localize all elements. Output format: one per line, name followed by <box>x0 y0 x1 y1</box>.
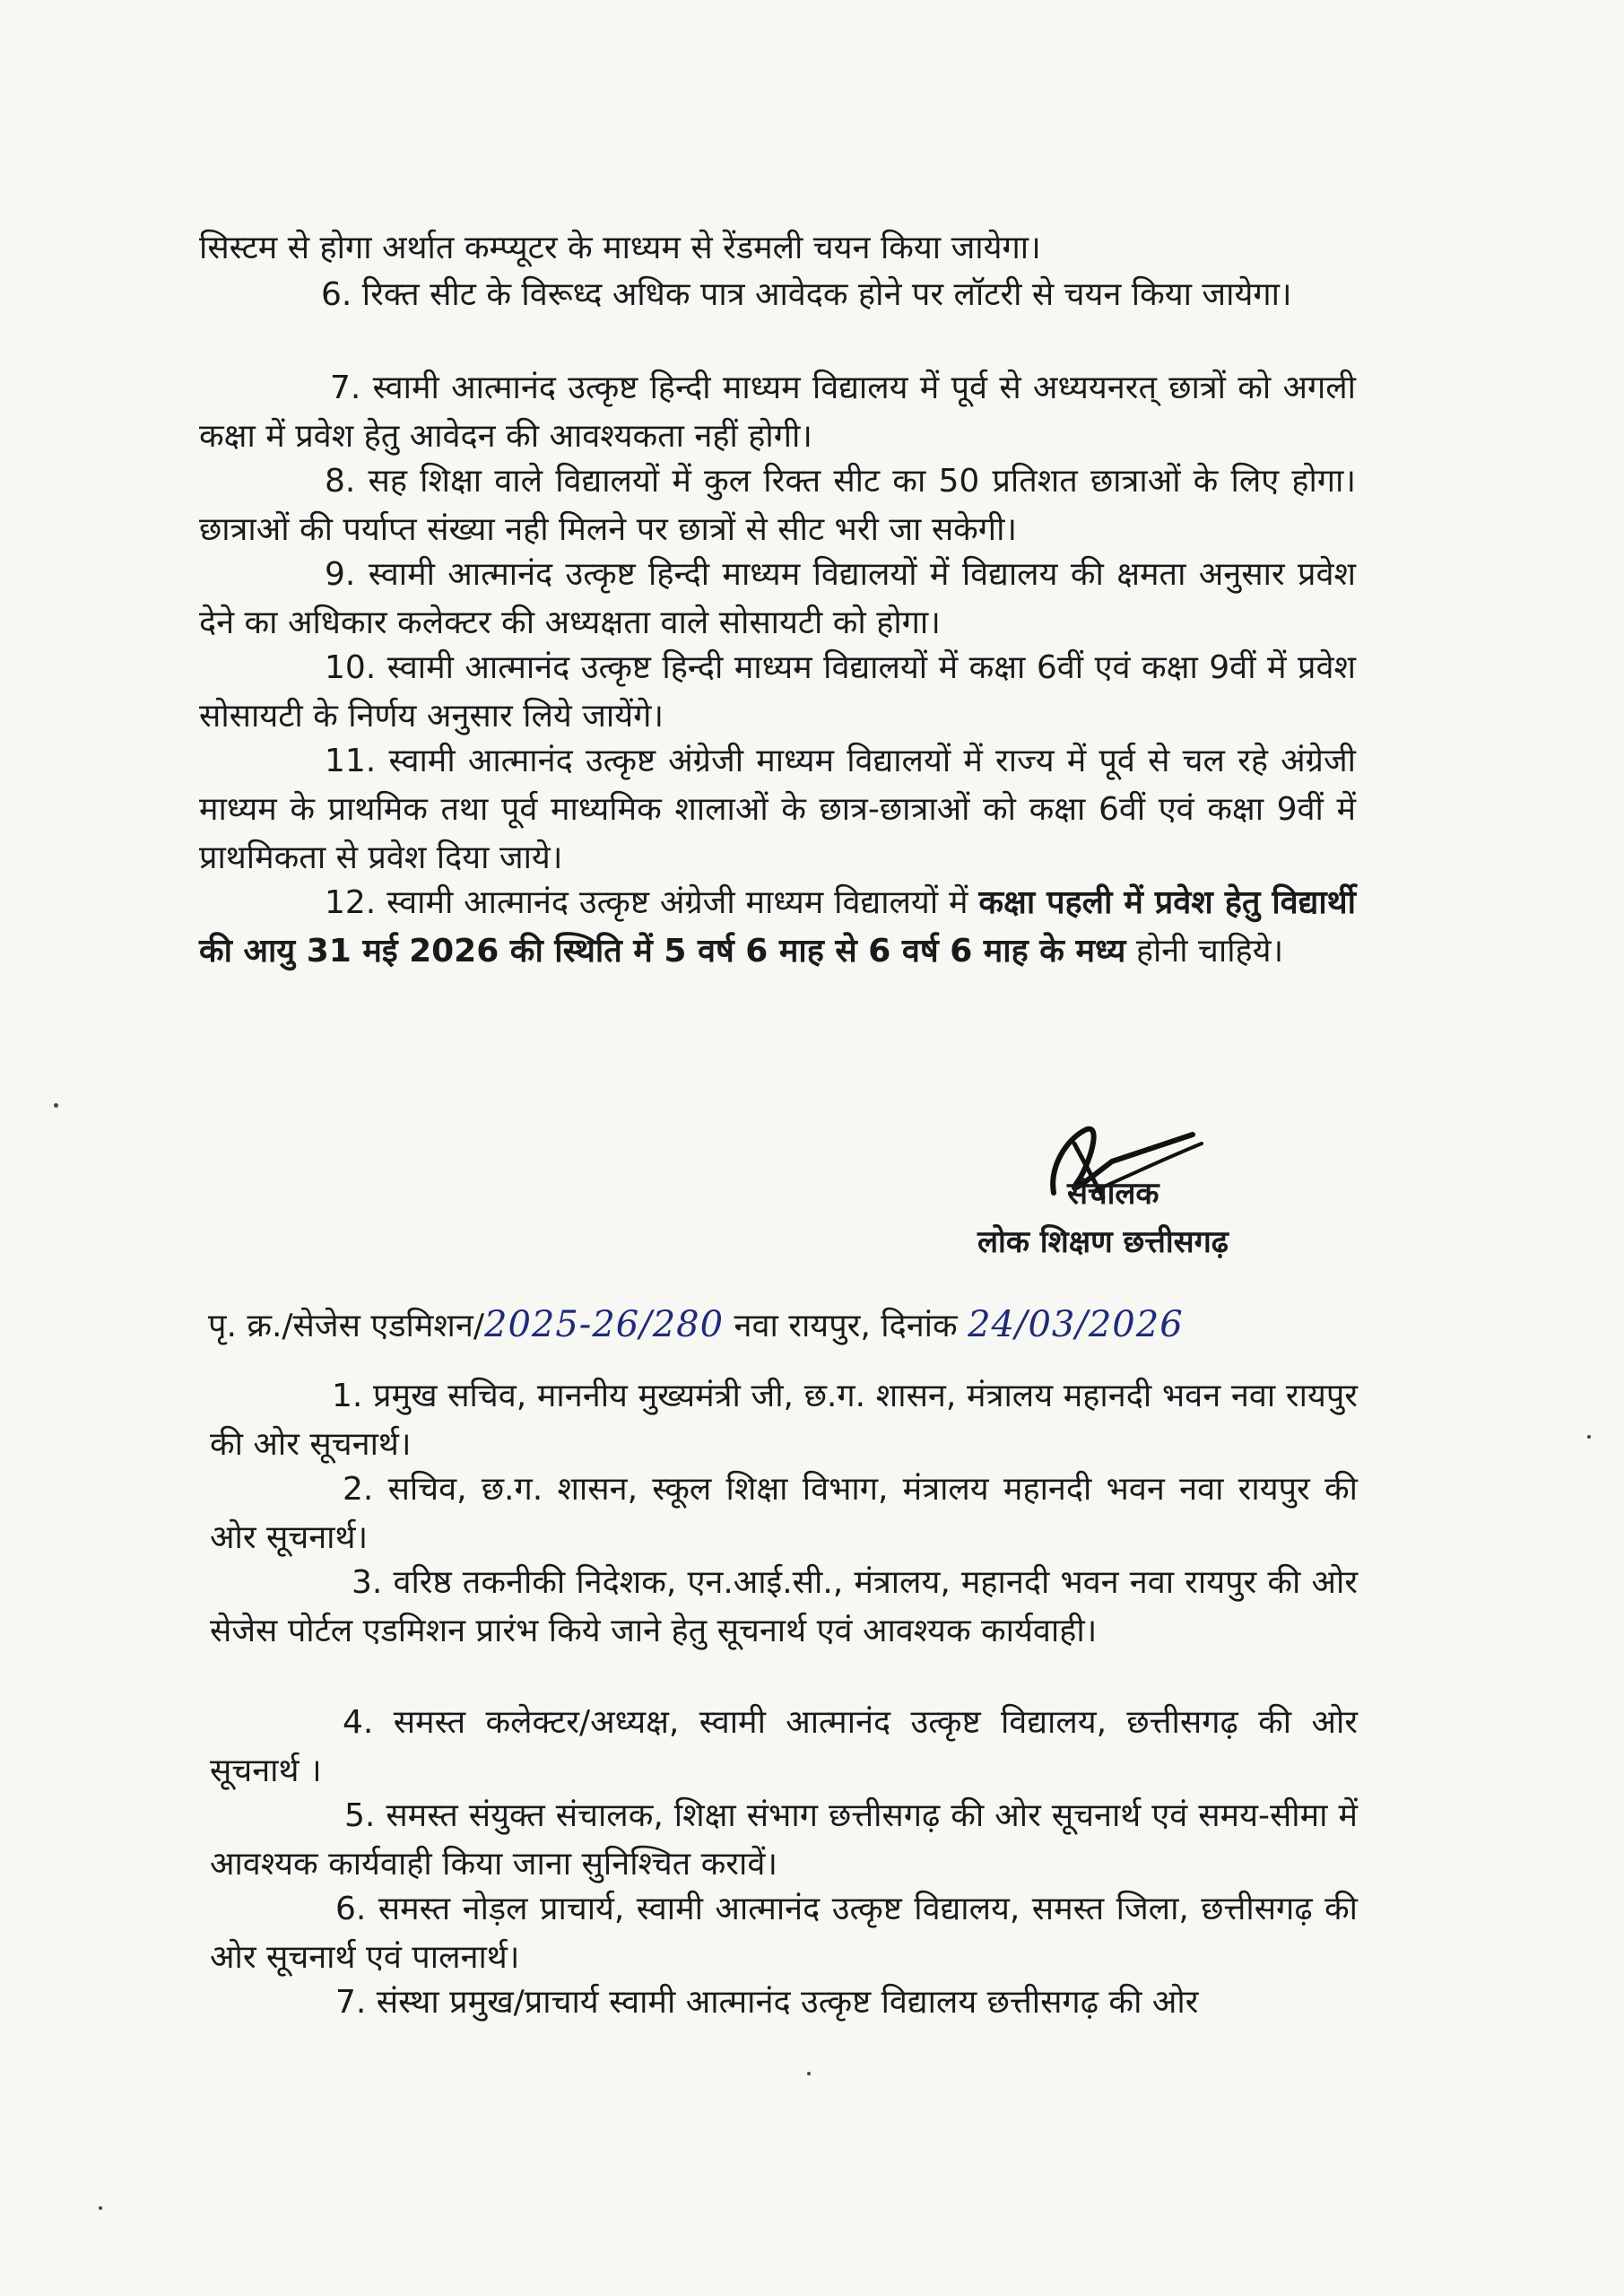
clause-12 <box>199 879 1356 976</box>
scan-speck <box>1587 1435 1591 1439</box>
clause-6: 6. रिक्त सीट के विरूध्द अधिक पात्र आवेदक होने पर लॉटरी से चयन किया जायेगा। <box>321 276 1292 313</box>
place-date-label: नवा रायपुर, दिनांक <box>734 1308 958 1344</box>
reference-prefix: पृ. क्र./सेजेस एडमिशन/ <box>208 1308 484 1344</box>
recipient-5: 5. समस्त संयुक्त संचालक, शिक्षा संभाग छत्तीसगढ़ की ओर सूचनार्थ एवं समय-सीमा में आवश्यक कार्यवाही किया जाना सुनिश्चित करावें। <box>210 1797 1358 1883</box>
recipient-3: 3. वरिष्ठ तकनीकी निदेशक, एन.आई.सी., मंत्रालय, महानदी भवन नवा रायपुर की ओर सेजेस पोर्टल एडमिशन प्रारंभ किये जाने हेतु सूचनार्थ एवं आवश्यक कार्यवाही। <box>210 1564 1358 1649</box>
recipient-7: 7. संस्था प्रमुख/प्राचार्य स्वामी आत्मानंद उत्कृष्ट विद्यालय छत्तीसगढ़ की ओर <box>335 1984 1199 2021</box>
clause-11: 11. स्वामी आत्मानंद उत्कृष्ट अंग्रेजी माध्यम विद्यालयों में राज्य में पूर्व से चल रहे अंग्रेजी माध्यम के प्राथमिक तथा पूर्व माध्यमिक शालाओं के छात्र-छात्राओं को कक्षा 6वीं एवं कक्षा 9वीं में प्राथमिकता से प्रवेश दिया जाये। <box>199 743 1356 876</box>
signatory-department: लोक शिक्षण छत्तीसगढ़ <box>977 1224 1229 1260</box>
recipient-1: 1. प्रमुख सचिव, माननीय मुख्यमंत्री जी, छ.ग. शासन, मंत्रालय महानदी भवन नवा रायपुर की ओर सूचनार्थ। <box>210 1378 1358 1463</box>
scan-speck <box>807 2072 811 2075</box>
scan-speck <box>54 1103 58 1108</box>
recipient-6: 6. समस्त नोड़ल प्राचार्य, स्वामी आत्मानंद उत्कृष्ट विद्यालय, समस्त जिला, छत्तीसगढ़ की ओर सूचनार्थ एवं पालनार्थ। <box>210 1891 1358 1976</box>
reference-line <box>208 1300 1184 1351</box>
clause-8: 8. सह शिक्षा वाले विद्यालयों में कुल रिक्त सीट का 50 प्रतिशत छात्राओं के लिए होगा। छात्राओं की पर्याप्त संख्या नही मिलने पर छात्रों से सीट भरी जा सकेगी। <box>199 463 1356 548</box>
signatory-title: संचालक <box>1067 1176 1159 1212</box>
clause-continuation: सिस्टम से होगा अर्थात कम्प्यूटर के माध्यम से रेंडमली चयन किया जायेगा। <box>199 230 1041 266</box>
clause-12-intro: 12. स्वामी आत्मानंद उत्कृष्ट अंग्रेजी माध्यम विद्यालयों में <box>325 884 979 921</box>
clause-10: 10. स्वामी आत्मानंद उत्कृष्ट हिन्दी माध्यम विद्यालयों में कक्षा 6वीं एवं कक्षा 9वीं में प्रवेश सोसायटी के निर्णय अनुसार लिये जायेंगे। <box>199 649 1356 735</box>
reference-number: 2025-26/280 <box>484 1304 725 1345</box>
clause-9: 9. स्वामी आत्मानंद उत्कृष्ट हिन्दी माध्यम विद्यालयों में विद्यालय की क्षमता अनुसार प्रवेश देने का अधिकार कलेक्टर की अध्यक्षता वाले सोसायटी को होगा। <box>199 556 1356 641</box>
reference-date: 24/03/2026 <box>968 1304 1184 1345</box>
clause-7: 7. स्वामी आत्मानंद उत्कृष्ट हिन्दी माध्यम विद्यालय में पूर्व से अध्ययनरत् छात्रों को अगली कक्षा में प्रवेश हेतु आवेदन की आवश्यकता नहीं होगी। <box>199 370 1356 455</box>
recipient-4: 4. समस्त कलेक्टर/अध्यक्ष, स्वामी आत्मानंद उत्कृष्ट विद्यालय, छत्तीसगढ़ की ओर सूचनार्थ । <box>210 1704 1358 1789</box>
clause-12-tail: होनी चाहिये। <box>1125 933 1284 970</box>
recipient-2: 2. सचिव, छ.ग. शासन, स्कूल शिक्षा विभाग, मंत्रालय महानदी भवन नवा रायपुर की ओर सूचनार्थ। <box>210 1471 1358 1556</box>
scan-speck <box>99 2206 102 2210</box>
clause-12-age-rule: कक्षा पहली में प्रवेश हेतु विद्यार्थी की आयु 31 मई 2026 की स्थिति में 5 वर्ष 6 माह से 6 वर्ष 6 माह के मध्य <box>199 884 1356 970</box>
